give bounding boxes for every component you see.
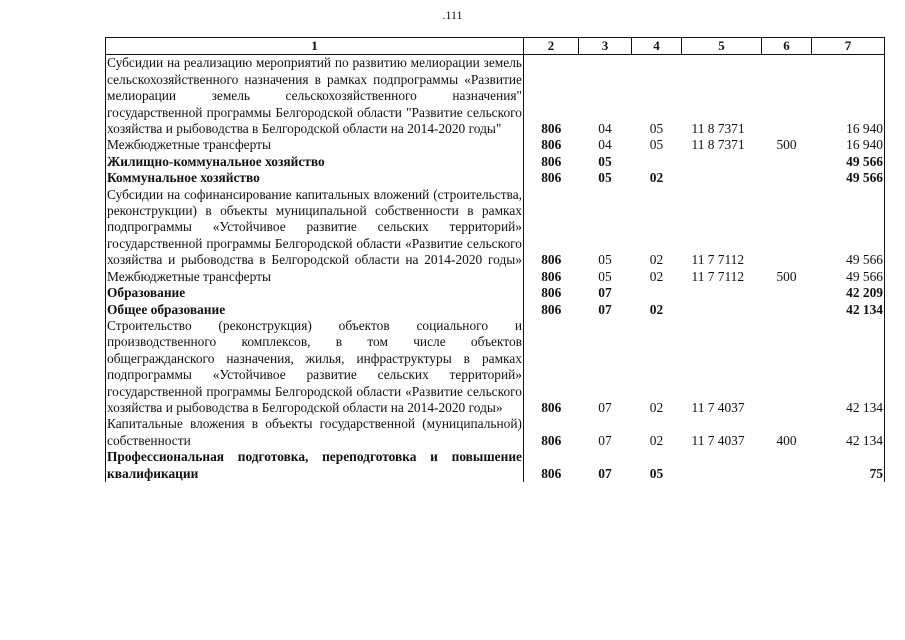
table-row — [106, 137, 885, 153]
row-target-code: 11 7 7112 — [691, 268, 745, 284]
row-name: Профессиональная подготовка, переподготовка и повышение квалификации — [107, 449, 522, 481]
row-target-code: 11 7 4037 — [691, 399, 745, 415]
row-amount: 16 940 — [812, 137, 885, 153]
row-section-code: 07 — [598, 399, 612, 415]
row-section-code: 07 — [598, 465, 612, 481]
row-subsection-code — [632, 154, 682, 170]
row-subsection-code: 02 — [649, 252, 664, 268]
page-number: .111 — [442, 8, 463, 22]
row-section-code: 07 — [598, 432, 612, 448]
row-section-code: 04 — [598, 121, 612, 137]
row-ved-code: 806 — [541, 465, 562, 481]
row-subsection-code: 05 — [649, 121, 664, 137]
row-ved-code: 806 — [541, 432, 562, 448]
row-expense-type — [762, 154, 812, 170]
row-expense-type — [762, 449, 812, 482]
row-target-code: 11 8 7371 — [691, 121, 745, 137]
row-target-code — [682, 449, 762, 482]
row-amount: 49 566 — [812, 170, 885, 186]
table-row — [106, 285, 885, 301]
row-subsection-code: 02 — [649, 432, 664, 448]
row-section-code: 04 — [598, 137, 612, 153]
row-amount: 49 566 — [812, 269, 885, 285]
header-cell: 7 — [812, 38, 885, 55]
row-subsection-code: 02 — [649, 399, 664, 415]
table-row — [106, 55, 885, 138]
row-expense-type — [762, 302, 812, 318]
row-subsection-code: 02 — [649, 170, 664, 186]
row-ved-code: 806 — [541, 301, 562, 317]
row-name: Образование — [106, 285, 524, 301]
row-section-code: 05 — [598, 170, 612, 186]
row-name: Межбюджетные трансферты — [106, 269, 524, 285]
budget-table — [105, 37, 885, 482]
row-amount: 49 566 — [812, 187, 885, 269]
row-amount: 75 — [812, 449, 885, 482]
row-expense-type — [762, 318, 812, 416]
row-name: Жилищно-коммунальное хозяйство — [106, 154, 524, 170]
row-name: Субсидии на реализацию мероприятий по развитию мелиорации земель сельскохозяйственного назначения в рамках подпрограммы «Развитие мелиорации земель сельскохозяйственного назначения" государственной программы Белгородской области "Развитие сельского хозяйства и рыбоводства в Белгородской области на 2014-2020 годы" — [107, 55, 522, 137]
header-row — [106, 38, 885, 55]
row-target-code — [682, 170, 762, 186]
row-target-code: 11 7 7112 — [691, 252, 745, 268]
row-ved-code: 806 — [541, 153, 562, 169]
row-amount: 42 209 — [812, 285, 885, 301]
row-name: Капитальные вложения в объекты государственной (муниципальной) собственности — [107, 416, 522, 448]
row-subsection-code — [632, 285, 682, 301]
row-expense-type — [762, 285, 812, 301]
row-ved-code: 806 — [541, 137, 562, 153]
header-cell: 1 — [106, 38, 524, 55]
row-target-code: 11 8 7371 — [691, 137, 745, 153]
table-row — [106, 318, 885, 416]
row-section-code: 05 — [598, 153, 612, 169]
row-subsection-code: 05 — [649, 137, 664, 153]
table-row — [106, 187, 885, 269]
row-target-code — [682, 285, 762, 301]
row-expense-type: 500 — [776, 268, 797, 284]
row-name: Межбюджетные трансферты — [106, 137, 524, 153]
table-row — [106, 449, 885, 482]
table-body — [106, 55, 885, 482]
row-name: Общее образование — [106, 302, 524, 318]
header-cell: 5 — [682, 38, 762, 55]
row-expense-type: 500 — [776, 137, 797, 153]
row-ved-code: 806 — [541, 121, 562, 137]
row-expense-type: 400 — [776, 432, 797, 448]
row-target-code — [682, 154, 762, 170]
row-amount: 16 940 — [812, 55, 885, 138]
row-name: Строительство (реконструкция) объектов социального и производственного комплексов, в том числе объектов общегражданского назначения, жилья, инфраструктуры в рамках подпрограммы «Устойчивое развитие сельских территорий» государственной программы Белгородской области «Развитие сельского хозяйства и рыбоводства в Белгородской области на 2014-2020 годы» — [107, 317, 522, 415]
row-subsection-code: 05 — [649, 465, 664, 481]
row-amount: 42 134 — [812, 318, 885, 416]
table-row — [106, 416, 885, 449]
row-ved-code: 806 — [541, 170, 562, 186]
row-section-code: 07 — [598, 301, 612, 317]
header-cell: 3 — [579, 38, 632, 55]
row-amount: 42 134 — [812, 302, 885, 318]
table-row — [106, 170, 885, 186]
row-name: Коммунальное хозяйство — [106, 170, 524, 186]
row-ved-code: 806 — [541, 252, 562, 268]
row-subsection-code: 02 — [649, 268, 664, 284]
row-expense-type — [762, 55, 812, 138]
row-target-code: 11 7 4037 — [691, 432, 745, 448]
header-cell: 6 — [762, 38, 812, 55]
row-name: Субсидии на софинансирование капитальных вложений (строительства, реконструкции) в объекты муниципальной собственности в рамках подпрограммы «Устойчивое развитие сельских территорий» государственной программы Белгородской области «Развитие сельского хозяйства и рыбоводства в Белгородской области на 2014-2020 годы» — [107, 186, 522, 268]
row-ved-code: 806 — [541, 399, 562, 415]
row-amount: 49 566 — [812, 154, 885, 170]
table-row — [106, 302, 885, 318]
row-expense-type — [762, 187, 812, 269]
row-ved-code: 806 — [541, 285, 562, 301]
header-cell: 2 — [524, 38, 579, 55]
row-ved-code: 806 — [541, 268, 562, 284]
table-row — [106, 154, 885, 170]
row-section-code: 07 — [598, 285, 612, 301]
row-amount: 42 134 — [812, 416, 885, 449]
header-cell: 4 — [632, 38, 682, 55]
table-row — [106, 269, 885, 285]
row-section-code: 05 — [598, 252, 612, 268]
row-expense-type — [762, 170, 812, 186]
row-section-code: 05 — [598, 268, 612, 284]
row-subsection-code: 02 — [649, 301, 664, 317]
row-target-code — [682, 302, 762, 318]
